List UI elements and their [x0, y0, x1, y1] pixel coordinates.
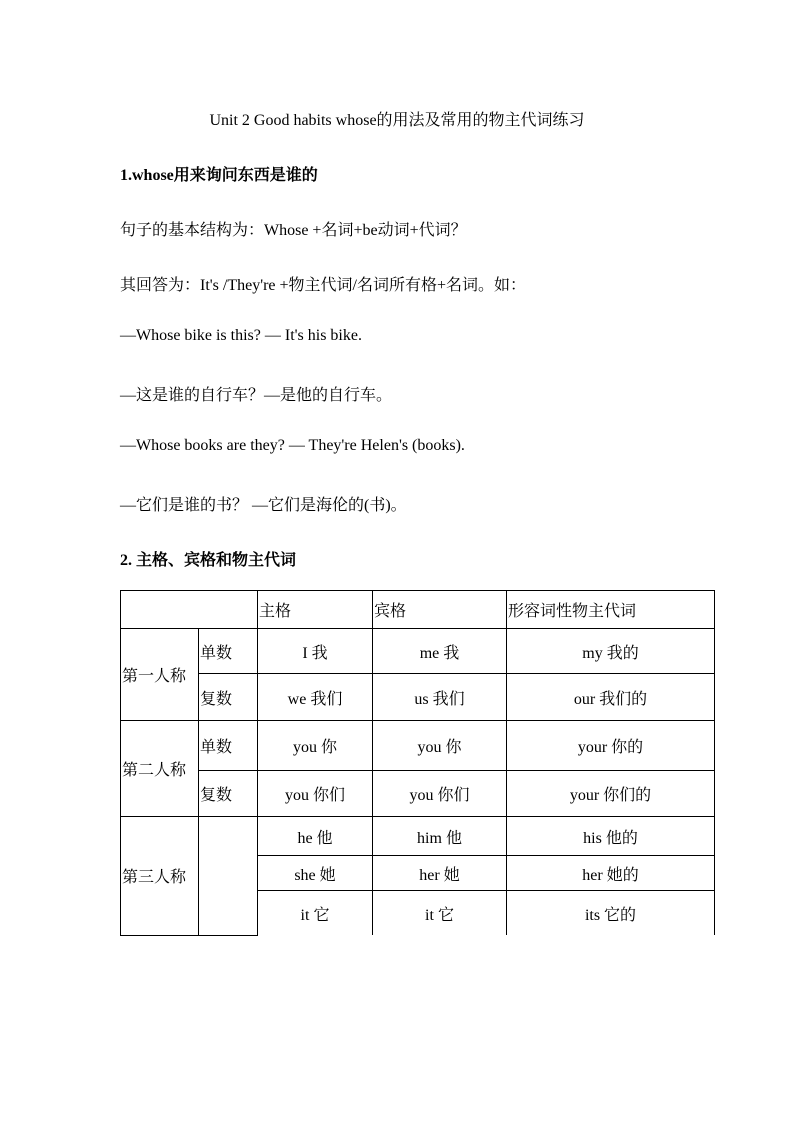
- table-cell: you 你: [258, 721, 373, 771]
- first-person-label: 第一人称: [121, 629, 199, 721]
- pronoun-table: [120, 590, 715, 936]
- table-cell: he 他: [258, 817, 373, 856]
- structure-line: 句子的基本结构为：Whose +名词+be动词+代词？: [120, 222, 467, 239]
- page-title: Unit 2 Good habits whose的用法及常用的物主代词练习: [209, 112, 585, 129]
- table-cell: our 我们的: [507, 674, 715, 721]
- example-2-zh: —它们是谁的书？ —它们是海伦的(书)。: [120, 497, 407, 514]
- table-cell: it 它: [373, 891, 507, 936]
- plural-label: 复数: [199, 771, 258, 817]
- table-cell: your 你的: [507, 721, 715, 771]
- table-cell: her 她: [373, 856, 507, 891]
- second-person-label: 第二人称: [121, 721, 199, 817]
- table-cell: you 你们: [373, 771, 507, 817]
- table-cell: my 我的: [507, 629, 715, 674]
- header-subject: 主格: [258, 591, 373, 629]
- table-cell: you 你: [373, 721, 507, 771]
- section-1-heading: 1.whose用来询问东西是谁的: [120, 167, 318, 184]
- table-cell: us 我们: [373, 674, 507, 721]
- table-cell: him 他: [373, 817, 507, 856]
- table-cell: your 你们的: [507, 771, 715, 817]
- table-cell: it 它: [258, 891, 373, 936]
- table-row: [121, 674, 715, 721]
- table-header-row: [121, 591, 715, 629]
- table-cell: we 我们: [258, 674, 373, 721]
- header-object: 宾格: [373, 591, 507, 629]
- answer-line: 其回答为：It's /They're +物主代词/名词所有格+名词。如：: [120, 277, 527, 294]
- plural-label: 复数: [199, 674, 258, 721]
- table-corner-cell: [121, 591, 258, 629]
- singular-label: 单数: [199, 629, 258, 674]
- table-cell: you 你们: [258, 771, 373, 817]
- table-cell: her 她的: [507, 856, 715, 891]
- section-2-heading: 2. 主格、宾格和物主代词: [120, 552, 297, 569]
- table-cell: me 我: [373, 629, 507, 674]
- table-row: [121, 771, 715, 817]
- table-cell: his 他的: [507, 817, 715, 856]
- example-1-en: —Whose bike is this? — It's his bike.: [120, 327, 362, 344]
- table-row: [121, 817, 715, 856]
- table-cell: she 她: [258, 856, 373, 891]
- table-cell: I 我: [258, 629, 373, 674]
- table-cell: its 它的: [507, 891, 715, 936]
- example-1-zh: —这是谁的自行车？—是他的自行车。: [120, 387, 393, 404]
- header-possessive: 形容词性物主代词: [507, 591, 715, 629]
- third-person-number-cell: [199, 817, 258, 936]
- singular-label: 单数: [199, 721, 258, 771]
- table-row: [121, 721, 715, 771]
- table-row: [121, 629, 715, 674]
- example-2-en: —Whose books are they? — They're Helen's (books).: [120, 437, 465, 454]
- third-person-label: 第三人称: [121, 817, 199, 936]
